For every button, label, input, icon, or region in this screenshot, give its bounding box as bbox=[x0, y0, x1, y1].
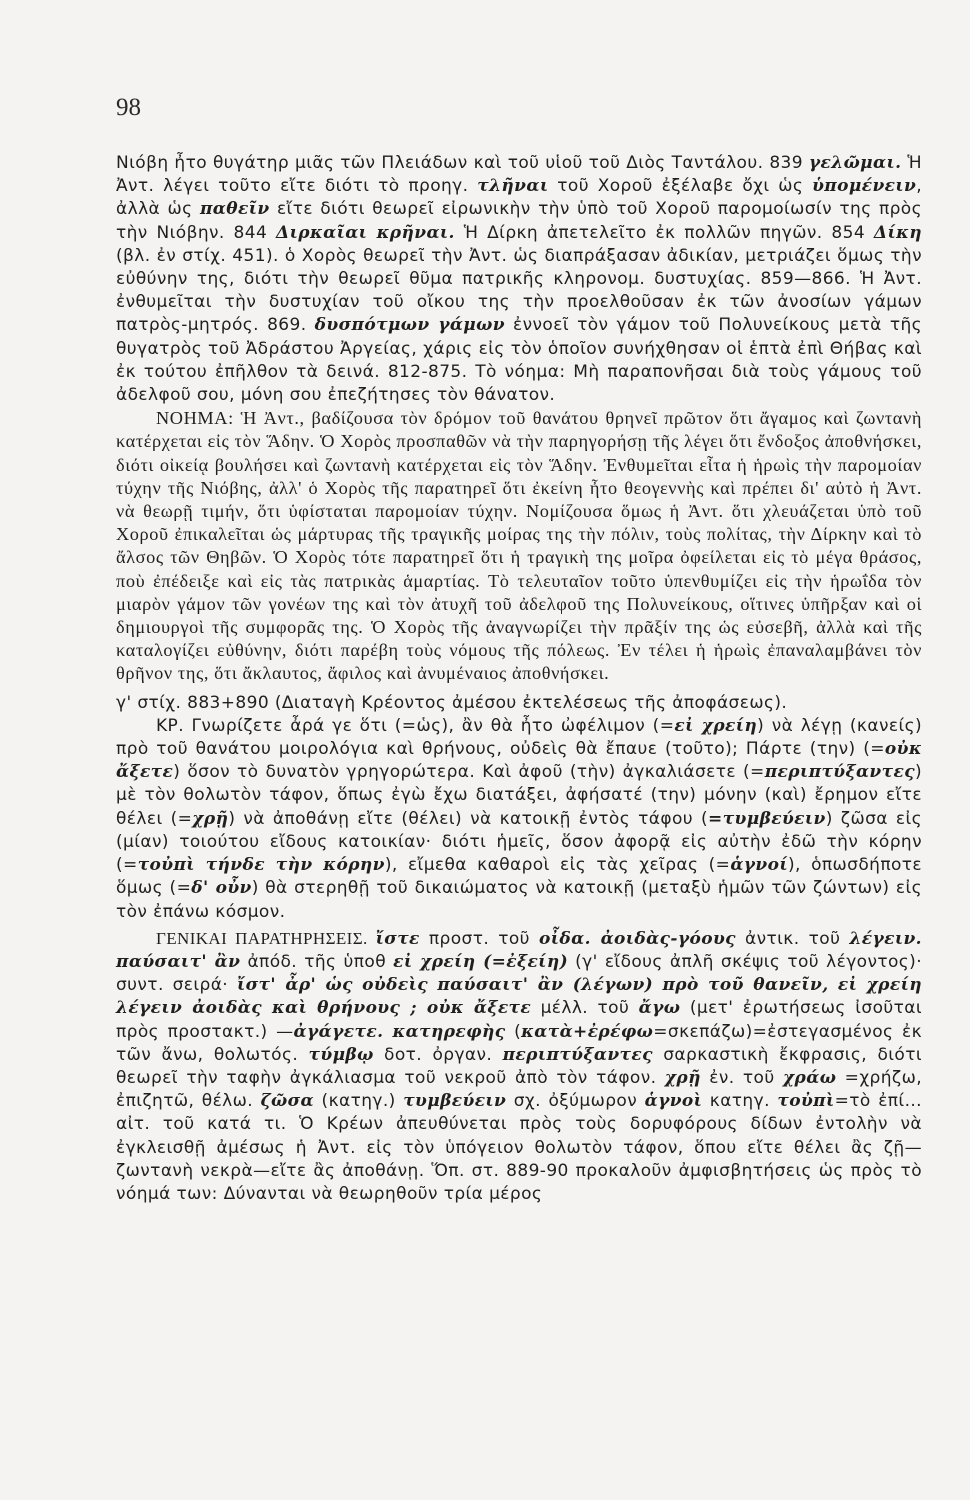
body-run: ( bbox=[505, 1021, 522, 1042]
meaning-summary bbox=[116, 407, 922, 685]
body-run: =χρήζω, ἐπιζητῶ, θέλω. bbox=[116, 1067, 923, 1112]
body-run: ) νὰ ἀποθάνῃ εἴτε (θέλει) νὰ κατοικῇ ἐντὸς τάφου ( bbox=[228, 808, 709, 829]
body-run: σχ. ὀξύμωρον bbox=[506, 1091, 645, 1112]
body-run: (γ' εἴδους ἀπλῆ σκέψις τοῦ λέγοντος)· συντ. σειρά· bbox=[116, 951, 923, 996]
lemma-text: ζῶσα bbox=[260, 1091, 315, 1112]
lemma-text: ὑπομένειν bbox=[812, 176, 917, 197]
lemma-text: περιπτύξαντες bbox=[502, 1044, 653, 1065]
body-run: ) ζῶσα εἰς (μίαν) τοιούτου εἴδους κατοικίαν· διότι ἡμεῖς, ὅσον ἀφορᾷ εἰς αὐτὴν ἐδῶ τὴν κόρην (= bbox=[116, 808, 922, 876]
body-run: ), εἴμεθα καθαροὶ εἰς τὰς χεῖρας (= bbox=[384, 855, 731, 876]
commentary-notes bbox=[116, 152, 922, 407]
lemma-text: ἄγω bbox=[638, 998, 681, 1019]
lemma-text: εἰ χρείη (=ἐξείη) bbox=[393, 951, 569, 972]
lemma-text: ἁγνοὶ bbox=[644, 1091, 703, 1112]
lemma-text: οὐκ ἄξετε bbox=[116, 739, 922, 783]
lemma-text: οἶδα. ἀοιδὰς-γόους bbox=[539, 928, 736, 949]
page-number: 98 bbox=[116, 94, 141, 121]
body-run: ) θὰ στερηθῇ τοῦ δικαιώματος νὰ κατοικῇ (μεταξὺ ἡμῶν τῶν ζώντων) εἰς τὸν ἐπάνω κόσμον. bbox=[116, 878, 922, 922]
body-run: Ἡ Ἀντ. λέγει τοῦτο εἴτε διότι τὸ προηγ. bbox=[116, 153, 922, 197]
lemma-text: Δίκη bbox=[873, 222, 923, 243]
lemma-text: =τυμβεύειν bbox=[708, 808, 826, 829]
section-heading bbox=[116, 692, 922, 715]
body-run: ) νὰ λέγῃ (κανείς) πρὸ τοῦ θανάτου μοιρολόγια καὶ θρήνους, οὐδεὶς θὰ ἔπαυε (τοῦτο); Πάρτε (την) (= bbox=[116, 715, 923, 760]
body-run: =τὸ ἐπί... αἰτ. τοῦ κατά τι. Ὁ Κρέων ἀπευθύνεται πρὸς τοὺς δορυφόρους δίδων ἐντολὴν νὰ ἐγκλεισθῇ ἀμέσως ἡ Ἀντ. εἰς τὸν ὑπόγειον θολωτὸν τάφον, ὅπου εἴτε θέλει ἂς ζῇ—ζωντανὴ νεκρὰ—εἴτε ἂς ἀποθάνῃ. Ὅπ. στ. 889-90 προκαλοῦν ἀμφισβητήσεις ὡς πρὸς τὸ νόημά των: Δύνανται νὰ θεωρηθοῦν τρία μέρος bbox=[116, 1091, 922, 1204]
body-run: ἀντικ. τοῦ bbox=[735, 928, 850, 949]
lemma-text: τύμβῳ bbox=[308, 1044, 374, 1065]
body-run: σαρκαστικὴ ἔκφρασις, διότι θεωρεῖ τὴν ταφὴν ἀγκάλιασμα τοῦ νεκροῦ ἀπὸ τὸν τάφον. bbox=[116, 1044, 922, 1088]
body-run: ΓΕΝΙΚΑΙ ΠΑΡΑΤΗΡΗΣΕΙΣ. bbox=[156, 928, 376, 948]
lemma-text: Διρκαῖαι κρῆναι. bbox=[276, 222, 455, 243]
body-run: δοτ. ὀργαν. bbox=[373, 1044, 503, 1065]
body-run: (κατηγ.) bbox=[314, 1091, 404, 1112]
lemma-text: λέγειν. παύσαιτ' ἂν bbox=[116, 928, 922, 972]
body-run: ἐννοεῖ τὸν γάμον τοῦ Πολυνείκους μετὰ τῆς θυγατρὸς τοῦ Ἀδράστου Ἀργείας, χάρις εἰς τὸν ὁποῖον συνήχθησαν οἱ ἑπτὰ ἐπὶ Θήβας καὶ ἐκ τούτου ἐπῆλθον τὰ δεινά. 812-875. Τὸ νόημα: Μὴ παραπονῆσαι διὰ τοὺς γάμους τοῦ ἀδελφοῦ σου, μόνη σου ἐπεζήτησες τὸν θάνατον. bbox=[116, 315, 922, 406]
body-run: (μετ' ἐρωτήσεως ἰσοῦται πρὸς προστακτ.) — bbox=[116, 998, 923, 1042]
body-run: ) μὲ τὸν θολωτὸν τάφον, ὅπως ἐγὼ ἔχω διατάξει, ἀφήσατέ (την) μόνην (καὶ) ἔρημον εἴτε θέλει (= bbox=[116, 762, 922, 829]
body-run: ΚΡ. Γνωρίζετε ἆρά γε ὅτι (=ὡς), ἂν θὰ ἦτο ὠφέλιμον (= bbox=[156, 715, 675, 736]
body-run: , ἀλλὰ ὡς bbox=[116, 176, 923, 220]
lemma-text: εἰ χρείη bbox=[674, 715, 758, 736]
lemma-text: ἴστε bbox=[375, 928, 420, 949]
body-run: προστ. τοῦ bbox=[419, 928, 540, 949]
body-run: κατηγ. bbox=[702, 1091, 778, 1112]
body-run: τοῦ Χοροῦ ἐξέλαβε ὄχι ὡς bbox=[548, 176, 813, 197]
lemma-text: ἀγάγετε. κατηρεφὴς bbox=[293, 1021, 506, 1042]
lemma-text: χρῇ bbox=[192, 808, 229, 829]
lemma-text: παθεῖν bbox=[199, 199, 270, 220]
lemma-text: τοὐπὶ τήνδε τὴν κόρην bbox=[137, 855, 385, 876]
body-run: μέλλ. τοῦ bbox=[531, 998, 639, 1019]
body-run: εἴτε διότι θεωρεῖ εἰρωνικὴν τὴν ὑπὸ τοῦ Χοροῦ παρομοίωσίν της πρὸς τὴν Νιόβην. 844 bbox=[116, 199, 922, 243]
lemma-text: τυμβεύειν bbox=[403, 1091, 507, 1112]
general-remarks bbox=[116, 927, 922, 1206]
lemma-text: ἁγνοί bbox=[730, 855, 788, 876]
lemma-text: χρῇ bbox=[664, 1067, 701, 1088]
body-run: ), ὁπωσδήποτε ὅμως (= bbox=[116, 855, 922, 899]
lemma-text: περιπτύξαντες bbox=[764, 762, 915, 783]
body-run: ἀπόδ. τῆς ὑποθ bbox=[240, 951, 394, 972]
body-run: Νιόβη ἦτο θυγάτηρ μιᾶς τῶν Πλειάδων καὶ τοῦ υἱοῦ τοῦ Διὸς Ταντάλου. 839 bbox=[116, 153, 809, 173]
creon-translation bbox=[116, 715, 922, 924]
body-run: ΝΟΗΜΑ: Ἡ Ἀντ., βαδίζουσα τὸν δρόμον τοῦ θανάτου θρηνεῖ πρῶτον ὅτι ἄγαμος καὶ ζωντανὴ κατέρχεται εἰς τὸν Ἅδην. Ὁ Χορὸς προσπαθῶν νὰ τὴν παρηγορήσῃ τῆς λέγει ὅτι ἔνδοξος ἀποθνήσκει, διότι οἰκείᾳ βουλήσει καὶ ζωντανὴ κατέρχεται εἰς τὸν Ἅδην. Ἐνθυμεῖται εἶτα ἡ ἡρωὶς τὴν παρομοίαν τύχην τῆς Νιόβης, ἀλλ' ὁ Χορὸς τῆς παρατηρεῖ ὅτι ἐκείνη ἦτο θεογεννὴς καὶ πρέπει δι' αὐτὸ ἡ Ἀντ. νὰ θεωρῇ τιμήν, ὅτι ὑφίσταται παρομοίαν τύχην. Νομίζουσα ὅμως ἡ Ἀντ. ὅτι χλευάζεται ὑπὸ τοῦ Χοροῦ ἐπικαλεῖται ὡς μάρτυρας τῆς τραγικῆς μοίρας της τὴν πόλιν, τοὺς πολίτας, τὴν Δίρκην καὶ τὸ ἄλσος τῶν Θηβῶν. Ὁ Χορὸς τότε παρατηρεῖ ὅτι ἡ τραγικὴ της μοῖρα ὀφείλεται εἰς τὸ μέγα θράσος, ποὺ ἐπέδειξε καὶ εἰς τὰς πατρικὰς ἁμαρτίας. Τὸ τελευταῖον τοῦτο ὑπενθυμίζει εἰς τὴν ἡρωΐδα τὸν μιαρὸν γάμον τῶν γονέων της καὶ τὸν ἀτυχῆ τοῦ ἀδελφοῦ της Πολυνείκους, οἵτινες ὑπῆρξαν καὶ οἱ δημιουργοὶ τῆς συμφορᾶς της. Ὁ Χορὸς τῆς ἀναγνωρίζει τὴν πρᾶξίν της ὡς εὐσεβῆ, ἀλλὰ καὶ τῆς καταλογίζει εὐθύνην, διότι παρέβη τοὺς νόμους τῆς πόλεως. Ἐν τέλει ἡ ἡρωὶς ἐπαναλαμβάνει τὸν θρῆνον της, ὅτι ἄκλαυτος, ἄφιλος καὶ ἀνυμέναιος ἀποθνήσκει. bbox=[116, 408, 922, 684]
lemma-text: ἴστ' ἆρ' ὡς οὐδεὶς παύσαιτ' ἂν (λέγων) πρὸ τοῦ θανεῖν, εἰ χρείη λέγειν ἀοιδὰς καὶ θρήνους ; οὐκ ἄξετε bbox=[116, 975, 922, 1019]
body-run: ) ὅσον τὸ δυνατὸν γρηγορώτερα. Καὶ ἀφοῦ (τὴν) ἀγκαλιάσετε (= bbox=[173, 762, 765, 783]
lemma-text: γελῶμαι. bbox=[808, 153, 902, 173]
lemma-text: τοὐπὶ bbox=[777, 1091, 835, 1112]
body-text bbox=[116, 152, 922, 1206]
lemma-text: δ' οὖν bbox=[191, 878, 252, 899]
body-run: γ' στίχ. 883+890 (Διαταγὴ Κρέοντος ἀμέσου ἐκτελέσεως τῆς ἀποφάσεως). bbox=[116, 692, 788, 713]
lemma-text: χράω bbox=[782, 1067, 837, 1088]
body-run: Ἡ Δίρκη ἀπετελεῖτο ἐκ πολλῶν πηγῶν. 854 bbox=[454, 222, 874, 243]
body-run: (βλ. ἐν στίχ. 451). ὁ Χορὸς θεωρεῖ τὴν Ἀντ. ὡς διαπράξασαν ἀδικίαν, μετριάζει ὅμως τὴν εὐθύνην της, διότι τὴν θεωρεῖ θῦμα πατρικῆς κληρονομ. δυστυχίας. 859—866. Ἡ Ἀντ. ἐνθυμεῖται τὴν δυστυχίαν τοῦ οἴκου της τὴν προελθοῦσαν ἐκ τῶν ἀνοσίων γάμων πατρὸς-μητρός. 869. bbox=[116, 245, 922, 336]
lemma-text: τλῆναι bbox=[477, 176, 549, 197]
lemma-text: κατὰ+ἐρέφω bbox=[521, 1021, 654, 1042]
lemma-text: δυσπότμων γάμων bbox=[314, 315, 505, 336]
body-run: ἐν. τοῦ bbox=[700, 1067, 783, 1088]
body-run: =σκεπάζω)=ἐστεγασμένος ἐκ τῶν ἄνω, θολωτός. bbox=[116, 1021, 922, 1065]
